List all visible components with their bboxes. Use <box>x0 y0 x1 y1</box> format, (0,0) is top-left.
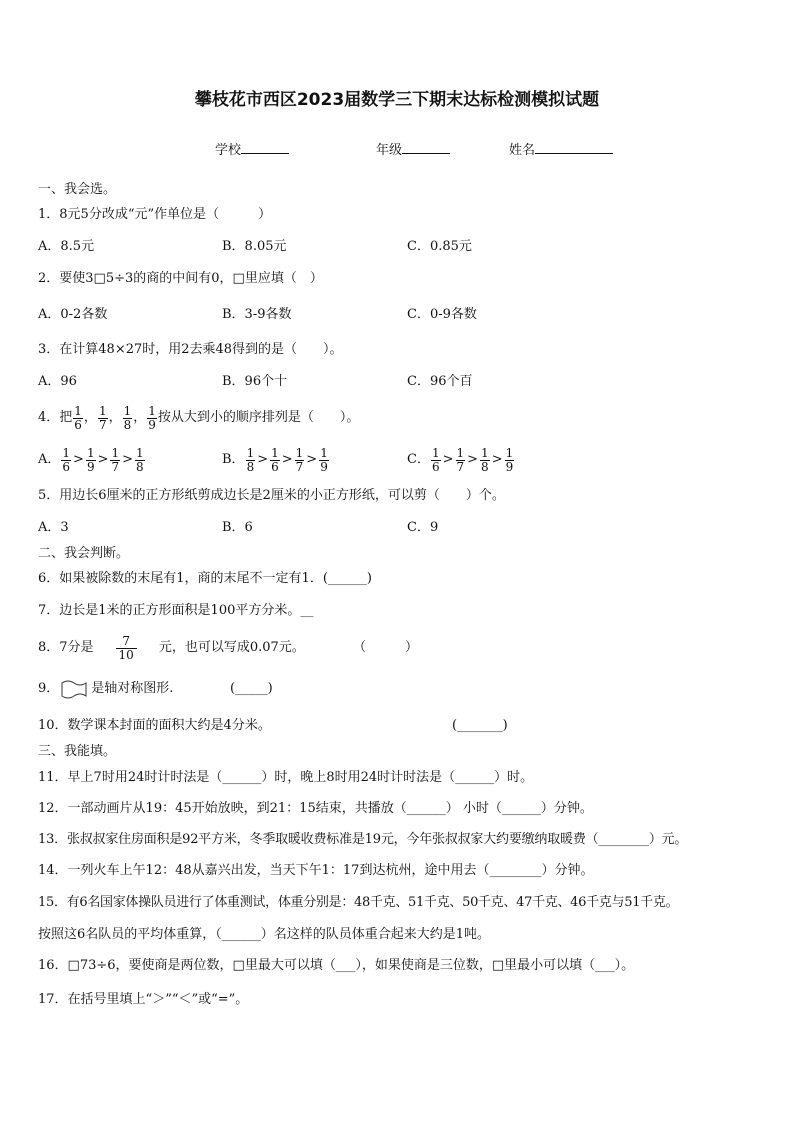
fraction: $\frac{1}{6}$ <box>431 445 440 474</box>
answer-paren[interactable]: (_____) <box>230 681 273 696</box>
question-4: 4．把 $\frac{1}{6}$ ， $\frac{1}{7}$ ， $\frac{1}{8}$ ， $\frac{1}{9}$ 按从大到小的顺序排列是（ ）。 <box>38 403 360 432</box>
section-heading: 三、我能填。 <box>38 744 117 759</box>
answer-paren[interactable]: （ ） <box>353 640 419 655</box>
option-a[interactable]: A． $\frac{1}{6}$ > $\frac{1}{9}$ > $\frac{1}{7}$ > $\frac{1}{8}$ <box>38 445 144 474</box>
fraction: $\frac{1}{7}$ <box>295 445 304 474</box>
section-heading: 二、我会判断。 <box>38 546 130 561</box>
option-a[interactable]: A．0-2各数 <box>38 307 108 322</box>
fraction: $\frac{1}{8}$ <box>246 445 255 474</box>
question-text: 15．有6名国家体操队员进行了体重测试，体重分别是：48千克、51千克、50千克、47千克、46千克与51千克。 <box>38 895 679 910</box>
option-a[interactable]: A．3 <box>38 520 69 535</box>
fraction: $\frac{1}{6}$ <box>74 403 82 432</box>
fraction: $\frac{1}{6}$ <box>62 445 71 474</box>
question-8: 8．7分是 $\frac{7}{10}$ 元，也可以写成0.07元。 <box>38 633 305 662</box>
page-title: 攀枝花市西区2023届数学三下期末达标检测模拟试题 <box>194 90 600 110</box>
question-text: 13．张叔叔家住房面积是92平方米，冬季取暖收费标准是19元，今年张叔叔家大约要缴纳取暖费（________）元。 <box>38 832 688 847</box>
name-label: 姓名 <box>509 143 536 158</box>
option-c[interactable]: C． $\frac{1}{6}$ > $\frac{1}{7}$ > $\frac{1}{8}$ > $\frac{1}{9}$ <box>407 445 514 474</box>
fraction: $\frac{1}{6}$ <box>271 445 279 474</box>
option-c[interactable]: C．9 <box>407 520 439 535</box>
question-text: 1．8元5分改成“元”作单位是（ ） <box>38 207 272 222</box>
fraction: $\frac{1}{9}$ <box>505 445 514 474</box>
question-text: 16．□73÷6，要使商是两位数，□里最大可以填（___），如果使商是三位数，□里最小可以填（___）。 <box>38 958 635 973</box>
option-b[interactable]: B．96个十 <box>222 374 288 389</box>
fraction: $\frac{1}{7}$ <box>98 403 107 432</box>
fraction: $\frac{1}{8}$ <box>481 445 489 474</box>
answer-paren[interactable]: (_______) <box>452 718 508 733</box>
fraction: $\frac{1}{9}$ <box>86 445 95 474</box>
question-text: 7．边长是1米的正方形面积是100平方分米。__ <box>38 603 314 618</box>
q4-suffix: 按从大到小的顺序排列是（ ）。 <box>157 410 360 425</box>
school-field[interactable] <box>215 141 289 159</box>
grade-field[interactable] <box>376 141 450 159</box>
fraction: $\frac{1}{9}$ <box>320 445 328 474</box>
option-b[interactable]: B．6 <box>222 520 253 535</box>
section-heading: 一、我会选。 <box>38 182 117 197</box>
question-text: 6．如果被除数的末尾有1，商的末尾不一定有1．(______) <box>38 571 372 586</box>
question-text: 12．一部动画片从19：45开始放映，到21：15结束，共播放（______） 小时（______）分钟。 <box>38 801 593 816</box>
question-text: 17．在括号里填上“＞”“＜”或“=”。 <box>38 992 249 1007</box>
grade-label: 年级 <box>376 143 403 158</box>
option-b[interactable]: B．8.05元 <box>222 239 287 254</box>
option-c[interactable]: C．0.85元 <box>407 239 472 254</box>
option-a[interactable]: A．96 <box>38 374 77 389</box>
question-9: 9． 是轴对称图形. <box>38 678 173 700</box>
question-text: 11．早上7时用24时计时法是（______）时，晚上8时用24时计时法是（______）时。 <box>38 770 534 785</box>
question-text: 3．在计算48×27时，用2去乘48得到的是（ ）。 <box>38 342 343 357</box>
name-blank[interactable] <box>535 141 613 154</box>
option-b[interactable]: B．3-9各数 <box>222 307 292 322</box>
option-c[interactable]: C．96个百 <box>407 374 473 389</box>
fraction: $\frac{1}{8}$ <box>123 403 132 432</box>
fraction: $\frac{1}{7}$ <box>111 445 120 474</box>
grade-blank[interactable] <box>402 141 450 154</box>
option-c[interactable]: C．0-9各数 <box>407 307 477 322</box>
fraction: $\frac{1}{7}$ <box>456 445 465 474</box>
question-text: 2．要使3□5÷3的商的中间有0，□里应填（ ） <box>38 271 323 286</box>
question-text: 5．用边长6厘米的正方形纸剪成边长是2厘米的小正方形纸，可以剪（ ）个。 <box>38 488 505 503</box>
school-blank[interactable] <box>241 141 289 154</box>
school-label: 学校 <box>215 143 242 158</box>
option-a[interactable]: A．8.5元 <box>38 239 95 254</box>
fraction: $\frac{7}{10}$ <box>116 635 137 662</box>
fraction: $\frac{1}{9}$ <box>148 403 156 432</box>
name-field[interactable] <box>509 141 613 159</box>
question-text: 14．一列火车上午12：48从嘉兴出发，当天下午1：17到达杭州，途中用去（________）分钟。 <box>38 863 594 878</box>
q4-prefix: 4．把 <box>38 410 73 425</box>
question-text: 按照这6名队员的平均体重算，（______）名这样的队员体重合起来大约是1吨。 <box>38 927 491 942</box>
fraction: $\frac{1}{8}$ <box>136 445 144 474</box>
option-b[interactable]: B． $\frac{1}{8}$ > $\frac{1}{6}$ > $\frac{1}{7}$ > $\frac{1}{9}$ <box>222 445 328 474</box>
question-text: 10．数学课本封面的面积大约是4分米。 <box>38 718 271 733</box>
flag-shape-icon <box>59 679 89 699</box>
